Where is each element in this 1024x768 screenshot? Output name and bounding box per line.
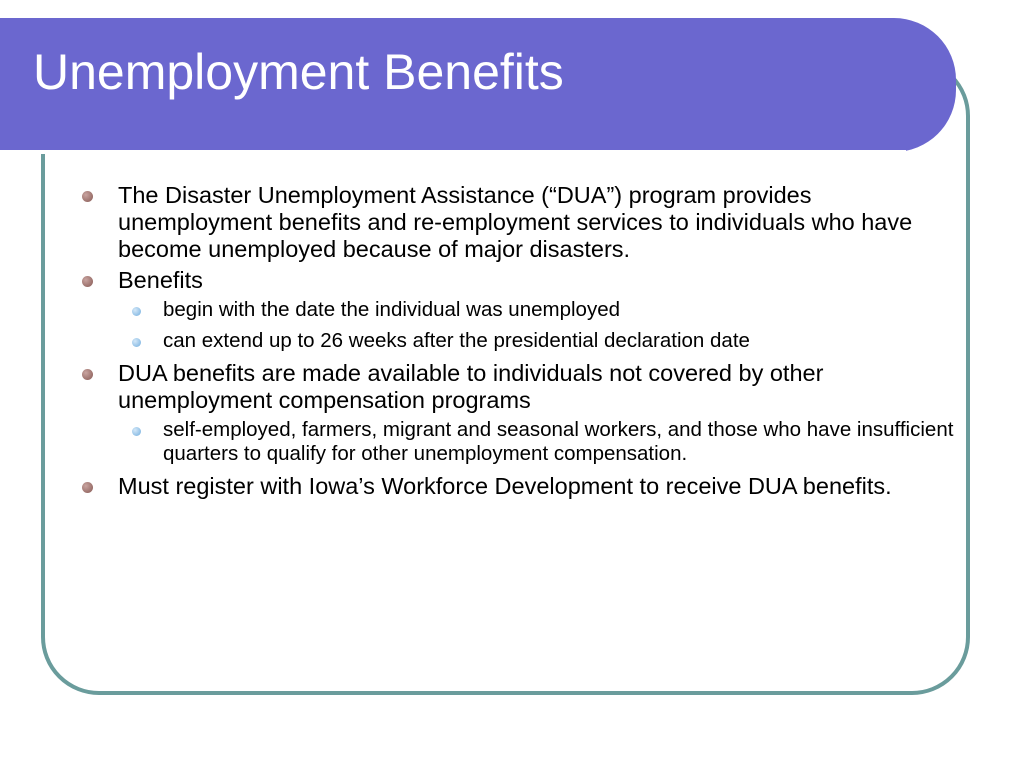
- title-underline: [0, 150, 906, 154]
- bullet-text: Must register with Iowa’s Workforce Development to receive DUA benefits.: [118, 473, 892, 499]
- sub-bullet-dot-icon: [132, 427, 141, 436]
- bullet-text: The Disaster Unemployment Assistance (“DUA”) program provides unemployment benefits and re-employment services to individuals who have become unemployed because of major disasters.: [118, 182, 913, 262]
- bullet-item-dua-program: [80, 182, 955, 263]
- bullet-item-eligibility: [80, 360, 955, 466]
- sub-bullet-list: [118, 298, 955, 353]
- sub-bullet-dot-icon: [132, 338, 141, 347]
- bullet-dot-icon: [82, 276, 93, 287]
- bullet-dot-icon: [82, 369, 93, 380]
- sub-bullet-text: can extend up to 26 weeks after the presidential declaration date: [163, 329, 750, 352]
- sub-bullet-dot-icon: [132, 307, 141, 316]
- sub-bullet-list: [118, 418, 955, 466]
- sub-bullet-item: [118, 418, 955, 466]
- bullet-dot-icon: [82, 482, 93, 493]
- sub-bullet-text: begin with the date the individual was unemployed: [163, 298, 620, 321]
- sub-bullet-item: [118, 329, 955, 353]
- slide-title: Unemployment Benefits: [33, 44, 564, 100]
- bullet-list: [80, 182, 955, 504]
- bullet-item-benefits: [80, 267, 955, 353]
- bullet-dot-icon: [82, 191, 93, 202]
- bullet-text: DUA benefits are made available to individuals not covered by other unemployment compensation programs: [118, 360, 824, 413]
- bullet-item-registration: [80, 473, 955, 500]
- sub-bullet-text: self-employed, farmers, migrant and seasonal workers, and those who have insufficient quarters to qualify for other unemployment compensation.: [163, 418, 954, 465]
- bullet-text: Benefits: [118, 267, 203, 293]
- sub-bullet-item: [118, 298, 955, 322]
